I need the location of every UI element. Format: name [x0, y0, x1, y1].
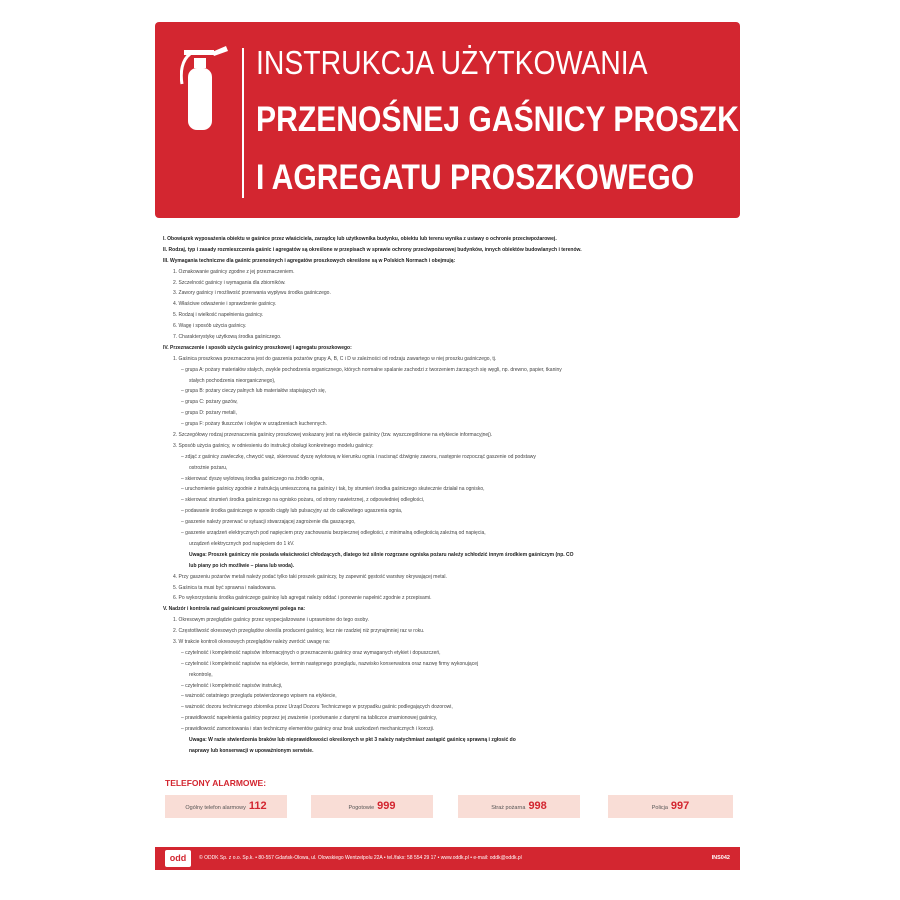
instruction-line: – podawanie środka gaśniczego w sposób ciągły lub pulsacyjny aż do całkowitego ugaszenia ognia,	[181, 508, 403, 515]
instruction-line: 1. Oznakowanie gaśnicy zgodne z jej przeznaczeniem.	[173, 268, 295, 275]
alarm-phone-general	[165, 795, 287, 818]
instruction-line: 7. Charakterystykę użytkową środka gaśniczego.	[173, 334, 282, 341]
alarm-phone-number: 999	[377, 800, 396, 812]
instruction-sheet	[155, 22, 828, 880]
instruction-line: 2. Szczelność gaśnicy i wymagania dla zbiorników.	[173, 279, 286, 286]
alarm-phone-number: 112	[248, 800, 267, 812]
instruction-line: 6. Po wykorzystaniu środka gaśniczego gaśnicę lub agregat należy oddać i ponownie napełnić zgodnie z przepisami.	[173, 595, 432, 602]
instruction-line: – czytelność i kompletność napisów instrukcji,	[181, 682, 283, 689]
document-code: INS042	[711, 855, 730, 861]
instruction-line: – prawidłowość napełnienia gaśnicy poprzez jej zważenie i porównanie z danymi na tabliczce znamionowej gaśnicy,	[181, 715, 438, 722]
instruction-line: stałych pochodzenia nieorganicznego),	[189, 377, 276, 384]
alarm-phone-label: Pogotowie	[348, 805, 375, 811]
instruction-line: – ważność ostatniego przeglądu potwierdzonego wpisem na etykiecie,	[181, 693, 337, 700]
title-line-3: I AGREGATU PROSZKOWEGO	[256, 158, 695, 197]
instruction-line: 3. Zawory gaśnicy i możliwość przerwania wypływu środka gaśniczego.	[173, 290, 331, 297]
instruction-line: – prawidłowość zamontowania i stan techniczny elementów gaśnicy oraz brak uszkodzeń mechanicznych i korozji.	[181, 726, 435, 733]
instruction-line: – grupa F: pożary tłuszczów i olejów w urządzeniach kuchennych.	[181, 421, 327, 428]
instruction-line: 5. Rodzaj i wielkość napełnienia gaśnicy.	[173, 312, 264, 319]
instruction-line: – gaszenie urządzeń elektrycznych pod napięciem przy zachowaniu bezpiecznej odległości, z minimalną odległością zależną od napięcia,	[181, 530, 486, 537]
title-line-1: INSTRUKCJA UŻYTKOWANIA	[256, 44, 648, 81]
instruction-line: rekontrolę,	[189, 671, 213, 678]
instruction-line: – czytelność i kompletność napisów na etykiecie, termin następnego przeglądu, nazwisko konserwatora oraz nazwę firmy wykonującej	[181, 660, 479, 667]
instruction-line: – grupa D: pożary metali,	[181, 410, 237, 417]
instruction-line: – ważność dozoru technicznego zbiornika przez Urząd Dozoru Technicznego w przypadku gaśnic podlegających dozorowi,	[181, 704, 453, 711]
fire-extinguisher-icon	[180, 42, 232, 134]
alarm-phone-label: Policja	[651, 805, 668, 811]
instruction-line: 6. Wagę i sposób użycia gaśnicy.	[173, 323, 247, 330]
footer-bar	[155, 847, 740, 870]
instruction-line: – skierować strumień środka gaśniczego na ognisko pożaru, od strony nawietrznej, z odpowiedniej odległości,	[181, 497, 425, 504]
alarm-phone-police	[608, 795, 733, 818]
alarm-phone-label: Ogólny telefon alarmowy	[185, 805, 246, 811]
instruction-line: – grupa B: pożary cieczy palnych lub materiałów stapiających się,	[181, 388, 327, 395]
instruction-line: V. Nadzór i kontrola nad gaśnicami proszkowymi polega na:	[163, 606, 306, 613]
instruction-body	[159, 234, 743, 757]
alarm-phone-number: 998	[528, 800, 547, 812]
instruction-line: III. Wymagania techniczne dla gaśnic przenośnych i agregatów proszkowych określone są w Polskich Normach i obejmują:	[163, 257, 456, 264]
instruction-line: 4. Właściwe odważenie i sprawdzenie gaśnicy.	[173, 301, 277, 308]
instruction-line: II. Rodzaj, typ i zasady rozmieszczenia gaśnic i agregatów są określone w przepisach w sprawie ochrony przeciwpożarowej budynków, innych obiektów budowlanych i terenów.	[163, 246, 582, 253]
footer-contact: © ODDK Sp. z o.o. Sp.k. • 80-557 Gdańsk-Olowa, ul. Olowskiego Wentzelpolu 22A • tel./faks: 58 554 29 17 • www.oddk.pl • e-mail: oddk@oddk.pl	[199, 855, 522, 861]
instruction-line: – skierować dyszę wylotową środka gaśniczego na źródło ognia,	[181, 475, 324, 482]
instruction-line: ostrożnie pożaru,	[189, 464, 228, 471]
instruction-line: – zdjąć z gaśnicy zawleczkę, chwycić wąż, skierować dyszę wylotową w kierunku ognia i nacisnąć dźwignię zaworu, następnie rozpocząć gaszenie od podstawy	[181, 453, 536, 460]
instruction-line: – uruchomienie gaśnicy zgodnie z instrukcją umieszczoną na gaśnicy i tak, by strumień środka gaśniczego skutecznie działał na ognisko,	[181, 486, 485, 493]
instruction-line: 4. Przy gaszeniu pożarów metali należy podać tylko taki proszek gaśniczy, by zapewnić gęstość warstwy okrywającej metal.	[173, 573, 447, 580]
instruction-line: naprawy lub konserwacji w upoważnionym serwisie.	[189, 747, 314, 754]
company-logo: odd	[165, 850, 191, 867]
alarm-phone-number: 997	[670, 800, 690, 812]
instruction-line: – grupa A: pożary materiałów stałych, zwykle pochodzenia organicznego, których normalne spalanie zachodzi z tworzeniem żarzących się węgli, np. drewno, papier, tkaniny	[181, 366, 562, 373]
instruction-line: Uwaga: W razie stwierdzenia braków lub nieprawidłowości określonych w pkt 3 należy natychmiast zastąpić gaśnicę sprawną i zgłosić do	[189, 736, 516, 743]
instruction-line: urządzeń elektrycznych pod napięciem do 1 kV.	[189, 540, 295, 547]
instruction-line: 1. Okresowym przeglądzie gaśnicy przez wyspecjalizowane i uprawnione do tego osoby.	[173, 617, 369, 624]
instruction-line: 2. Szczegółowy rodzaj przeznaczenia gaśnicy proszkowej wskazany jest na etykiecie gaśnicy (tzw. wyszczególnione na etykiecie informacyjnej).	[173, 432, 493, 439]
alarm-phone-label: Straż pożarna	[491, 805, 526, 811]
title-divider	[242, 48, 244, 198]
alarm-phone-ambulance	[311, 795, 433, 818]
instruction-line: 3. Sposób użycia gaśnicy, w odniesieniu do instrukcji obsługi konkretnego modelu gaśnicy:	[173, 442, 374, 449]
instruction-line: Uwaga: Proszek gaśniczy nie posiada właściwości chłodzących, dlatego też silnie rozgrzane ogniska pożaru należy schłodzić innym środkiem gaśniczym (np. CO	[189, 551, 574, 558]
instruction-line: 1. Gaśnica proszkowa przeznaczona jest do gaszenia pożarów grupy A, B, C i D w zależności od rodzaju zawartego w niej proszku gaśniczego, tj.	[173, 355, 497, 362]
title-line-2: PRZENOŚNEJ GAŚNICY PROSZKOWEJ	[256, 100, 828, 139]
instruction-line: – czytelność i kompletność napisów informacyjnych o przeznaczeniu gaśnicy oraz wymaganych etykiet i dopuszczeń,	[181, 649, 441, 656]
instruction-line: lub piany po ich możliwie – piana lub woda).	[189, 562, 295, 569]
instruction-line: – grupa C: pożary gazów,	[181, 399, 238, 406]
alarm-phones-title: TELEFONY ALARMOWE:	[165, 778, 267, 788]
title-banner	[155, 22, 828, 218]
instruction-line: I. Obowiązek wyposażenia obiektu w gaśnice przez właściciela, zarządcę lub użytkownika budynku, obiektu lub terenu wynika z ustawy o ochronie przeciwpożarowej.	[163, 236, 557, 242]
instruction-line: – gaszenie należy przerwać w sytuacji stwarzającej zagrożenie dla gaszącego,	[181, 519, 356, 526]
instruction-line: 3. W trakcie kontroli okresowych przeglądów należy zwrócić uwagę na:	[173, 638, 331, 645]
instruction-line: 5. Gaśnica ta musi być sprawna i naładowana.	[173, 584, 277, 591]
instruction-line: 2. Częstotliwość okresowych przeglądów określa producent gaśnicy, lecz nie rzadziej niż przynajmniej raz w roku.	[173, 628, 425, 635]
instruction-line: IV. Przeznaczenie i sposób użycia gaśnicy proszkowej i agregatu proszkowego:	[163, 344, 352, 351]
alarm-phone-fire	[458, 795, 580, 818]
